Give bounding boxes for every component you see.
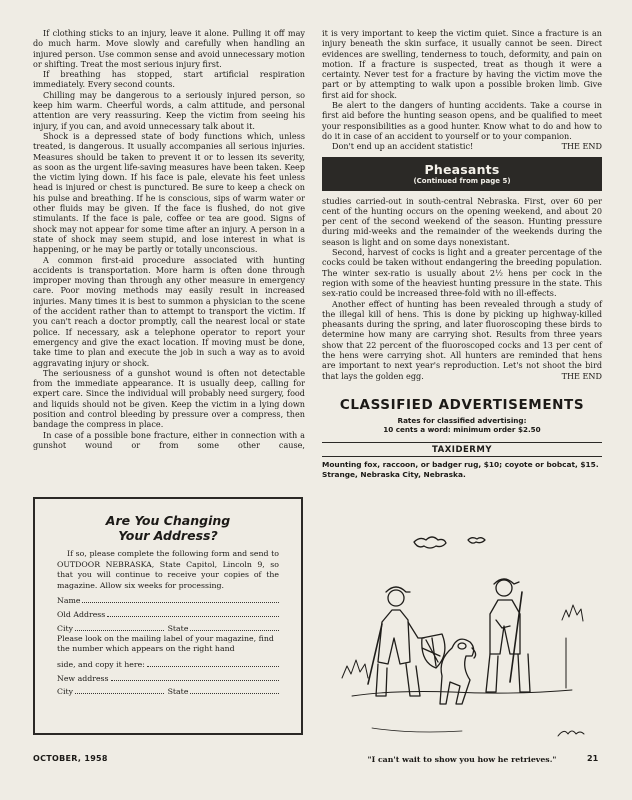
the-end-mark: THE END [561,370,602,381]
change-of-address-form [33,497,303,735]
label-number-field-row[interactable] [57,655,279,669]
pheasants-title: Pheasants [424,161,500,177]
old-address-label: Old Address [57,609,106,619]
mailing-label-text: Please look on the mailing label of your magazine, find the number which appears on the right hand [57,633,274,654]
name-field-row[interactable] [57,591,279,605]
article-paragraph: Be alert to the dangers of hunting accidents. Take a course in first aid before the hunting season opens, and be qualified to meet your responsibilities as a good hunter. Know what to do and how to do it in case of an accident to yourself or to your companion. [322,100,602,141]
form-instructions [57,549,279,591]
article-paragraph: If clothing sticks to an injury, leave it alone. Pulling it off may do much harm. Move slowly and carefully when handling an injured person. Use common sense and avoid unnecessary motion or shifting. Treat the most serious injury first. [33,28,305,69]
label-number-fill-line[interactable] [147,666,279,667]
cartoon-caption: "I can't wait to show you how he retrieves." [367,755,557,764]
name-fill-line[interactable] [82,602,279,603]
city-fill-line[interactable] [75,693,164,694]
article-paragraph: A common first-aid procedure associated with hunting accidents is transportation. More harm is often done through improper moving than through any other measure in emergency care. Poor moving methods may easily result in increased injuries. Many times it is best to summon a physician to the scene of the accident rather than to attempt to transport the victim. If you can't reach a doctor promptly, call the nearest local or state police. If necessary, ask a telephone operator to report your emergency and give the exact location. If moving must be done, take time to plan and execute the job in such a way as to avoid aggravating injury or shock. [33,254,305,368]
classified-rates-line: 10 cents a word: minimum order $2.50 [383,424,541,434]
article-closing-line [322,141,602,151]
pheasants-paragraph: studies carried-out in south-central Nebraska. First, over 60 per cent of the hunting occurs on the opening weekend, and about 20 per cent of the second weekend of the season. Hunting pressure during mid-weeks and the remainder of the weekends during the season is light and on some days nonexistant. [322,195,602,247]
form-title-line: Are You Changing [105,513,231,528]
old-address-field-row[interactable] [57,605,279,619]
pheasants-continuation-header [322,157,602,191]
taxidermy-ad: Mounting fox, raccoon, or badger rug, $10; coyote or bobcat, $15. Strange, Nebraska City, Nebraska. [322,460,599,479]
hunters-cartoon-illustration [322,528,602,753]
form-intro-text: If so, please complete the following form and send to OUTDOOR NEBRASKA, State Capitol, Lincoln 9, so that you will continue to receive your copies of the magazine. Allow six weeks for processing. [57,549,279,590]
taxidermy-section-header: TAXIDERMY [322,442,602,457]
city-state-field-row[interactable] [57,619,279,633]
form-title-line: Your Address? [118,528,218,543]
state-fill-line[interactable] [190,693,279,694]
pheasants-paragraph: Second, harvest of cocks is light and a greater percentage of the cocks could be taken without endangering the breeding population. The winter sex-ratio is usually about 2½ hens per cock in the region with some of the heaviest hunting pressure in the state. This sex-ratio could be increased three-fold with no ill-effects. [322,247,602,299]
state-label: State [167,623,189,633]
classified-rates-line: Rates for classified advertising: [397,415,527,425]
state-label: State [167,687,189,697]
pheasants-paragraph: Another effect of hunting has been revealed through a study of the illegal kill of hens. This is done by picking up highway-killed pheasants during the spring, and later fluoroscoping these birds to determine how many are carrying shot. Results from three years show that 22 percent of the fluoroscoped cocks and 13 per cent of the hens were carrying shot. All hunters are reminded that hens are important to next year's reproduction. Let's not shoot the bird that lays the golden egg. [322,298,602,381]
article-paragraph: Shock is a depressed state of body functions which, unless treated, is dangerous. It usually accompanies all serious injuries. Measures should be taken to prevent it or to lessen its severity, as soon as the urgent life-saving measures have been taken. Keep the victim lying down. If his face is pale, elevate his feet unless head is injured or chest is punctured. Be sure to keep a check on his pulse and breathing. If he is conscious, sips of warm water or other fluids may be given. If the face is flushed, do not give stimulants. If the face is pale, coffee or tea are good. Signs of shock may not appear for some time after an injury. A person in a state of shock may seem stupid, and lose interest in what is happening, or he may be partly or totally unconscious. [33,130,305,255]
closing-sentence: Don't end up an accident statistic! [332,141,474,152]
new-address-label: New address [57,673,109,683]
form-title [57,513,279,543]
new-city-state-field-row[interactable] [57,683,279,697]
city-label: City [57,623,73,633]
new-address-field-row[interactable] [57,669,279,683]
classified-rates [322,416,602,434]
article-paragraph: it is very important to keep the victim quiet. Since a fracture is an injury beneath the skin surface, it usually cannot be seen. Direct evidences are swelling, tenderness to touch, deformity, and pain on motion. If a fracture is suspected, treat as though it were a certainty. Never test for a fracture by having the victim move the part or by attempting to walk upon a possible broken limb. Give first aid for shock. [322,28,602,100]
first-aid-article-left-column [33,28,305,450]
article-paragraph: The seriousness of a gunshot wound is often not detectable from the immediate appearance. It is usually deep, calling for expert care. Since the individual will probably need surgery, food and liquids should not be given. Keep the victim in a lying down position and control bleeding by pressure over a compress, then bandage the compress in place. [33,367,305,430]
city-label: City [57,687,73,697]
new-address-fill-line[interactable] [111,680,279,681]
article-paragraph: If breathing has stopped, start artificial respiration immediately. Every second counts. [33,69,305,90]
mailing-label-instructions [57,634,279,655]
the-end-mark: THE END [561,141,602,152]
label-number-label: side, and copy it here: [57,659,145,669]
issue-date: OCTOBER, 1958 [33,754,108,763]
page-number: 21 [587,754,599,763]
name-label: Name [57,596,81,606]
pheasants-subtitle: (Continued from page 5) [413,176,511,185]
state-fill-line[interactable] [190,630,279,631]
article-paragraph: In case of a possible bone fracture, either in connection with a gunshot wound or from some other cause, [33,429,305,450]
city-fill-line[interactable] [75,630,164,631]
article-paragraph: Chilling may be dangerous to a seriously injured person, so keep him warm. Cheerful words, a calm attitude, and personal attention are very reassuring. Keep the victim from seeing his injury, if you can, and avoid unnecessary talk about it. [33,89,305,131]
old-address-fill-line[interactable] [107,616,279,617]
right-column [322,28,602,479]
classified-ads-title: CLASSIFIED ADVERTISEMENTS [339,396,585,413]
